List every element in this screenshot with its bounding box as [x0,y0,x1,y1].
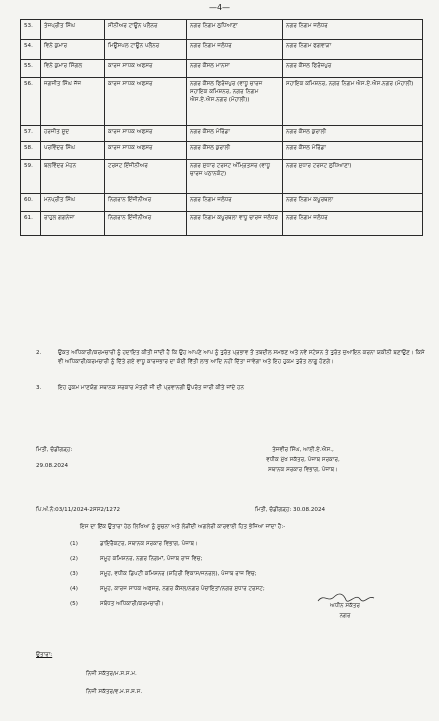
para2-text: ਉਕਤ ਅਧਿਕਾਰੀ/ਕਰਮਚਾਰੀ ਨੂੰ ਹਦਾਇਤ ਕੀਤੀ ਜਾਂਦੀ ਹੈ ਕਿ ਉਹ ਆਪਣੇ ਆਪ ਨੂੰ ਤੁਰੰਤ ਪ੍ਰਭਾਵ ਤੋਂ ਤਬਦੀਲ ਸਮਝਣ ਅਤੇ ਨਵੇਂ ਸਟੇਸ਼ਨ ਤੇ ਤੁਰੰਤ ਜੁਆਇਨ ਕਰਨਾ ਯਕੀਨੀ ਬਣਾਉਣ। ਕਿਸੇ ਵੀ ਅਧਿਕਾਰੀ/ਕਰਮਚਾਰੀ ਨੂੰ ਦਿੱਤੇ ਗਏ ਵਾਧੂ ਕਾਰਜਭਾਰ ਦਾ ਕੋਈ ਵਿੱਤੀ ਲਾਭ ਆਦਿ ਨਹੀਂ ਦਿੱਤਾ ਜਾਵੇਗਾ ਅਤੇ ਇਹ ਹੁਕਮ ਤੁਰੰਤ ਲਾਗੂ ਹੋਣਗੇ। [58,350,425,365]
cell-no: 58. [21,142,41,160]
cell-name: ਵਿਨੇ ਕੁਮਾਰ [41,40,105,60]
cell-no: 54. [21,40,41,60]
cell-name: ਹਰਜੀਤ ਸੂਦ [41,126,105,142]
table-row [21,60,423,78]
copy-list-text: ਸਮੂਹ ਕਮਿਸ਼ਨਰ, ਨਗਰ ਨਿਗਮਾਂ, ਪੰਜਾਬ ਰਾਜ ਵਿਚ; [100,556,203,562]
cell-post: ਟਰਸਟ ਇੰਜੀਨੀਅਰ [105,160,187,194]
table-row [21,142,423,160]
cell-post: ਮਿਊਂਸਪਲ ਟਾਊਨ ਪਲੈਨਰ [105,40,187,60]
copy-to-label: ਉਤਾਰਾ: [36,652,53,658]
copy-list-number: (2) [70,556,78,562]
copy-to-item: ਨਿਜੀ ਸਕੱਤਰ/ਮ.ਸ.ਸ.ਮ. [86,671,137,677]
endorsement-date: ਮਿਤੀ, ਚੰਡੀਗੜ੍ਹ: 30.08.2024 [255,507,326,513]
cell-from: ਨਗਰ ਨਿਗਮ ਕਪੂਰਥਲਾ ਵਾਧੂ ਚਾਰਜ ਜਲੰਧਰ [187,212,283,236]
cell-from: ਨਗਰ ਕੌਂਸਲ ਮੋਰਿੰਡਾ [187,126,283,142]
table-row [21,40,423,60]
table-row [21,212,423,236]
table-row [21,160,423,194]
copy-list-text: ਸਮੂਹ, ਕਾਰਜ ਸਾਧਕ ਅਫਸਰ, ਨਗਰ ਕੌਂਸਲ/ਨਗਰ ਪੰਚਾਇਤਾਂ/ਨਗਰ ਸੁਧਾਰ ਟਰਸਟ; [100,586,265,592]
cell-name: ਬਲਵਿੰਦਰ ਮੋਹਨ [41,160,105,194]
cell-post: ਕਾਰਜ ਸਾਧਕ ਅਫਸਰ [105,78,187,126]
table-row [21,78,423,126]
copy-list-number: (4) [70,586,78,592]
issue-date: 29.08.2024 [36,463,69,469]
under-secretary-title: ਅਧੀਨ ਸਕੱਤਰ [330,603,360,609]
copy-intro: ਇਸ ਦਾ ਇੱਕ ਉਤਾਰਾ ਹੇਠ ਲਿਖਿਆ ਨੂੰ ਸੂਚਨਾ ਅਤੇ ਲੋੜੀਂਦੀ ਅਗਲੇਰੀ ਕਾਰਵਾਈ ਹਿਤ ਭੇਜਿਆ ਜਾਂਦਾ ਹੈ:- [80,524,286,530]
cell-from: ਨਗਰ ਨਿਗਮ ਜਲੰਧਰ [187,194,283,212]
cell-name: ਜਗਜੀਤ ਸਿੰਘ ਜੱਜ [41,78,105,126]
cell-from: ਨਗਰ ਨਿਗਮ ਜਲੰਧਰ [187,40,283,60]
copy-to-item: ਨਿਜੀ ਸਕੱਤਰ/ਵ.ਮ.ਸ.ਸ.ਸ. [86,689,143,695]
table-row [21,126,423,142]
cell-no: 55. [21,60,41,78]
cell-post: ਨਿਗਰਾਨ ਇੰਜੀਨੀਅਰ [105,194,187,212]
page-number: —4— [208,3,231,12]
cell-to: ਨਗਰ ਨਿਗਮ ਫਗਵਾੜਾ [283,40,423,60]
para3-number: 3. [36,385,42,391]
cell-name: ਪਰਵਿੰਦਰ ਸਿੰਘ [41,142,105,160]
copy-list-number: (5) [70,601,78,607]
cell-from: ਨਗਰ ਕੌਂਸਲ ਮਾਨਸਾ [187,60,283,78]
cell-to: ਨਗਰ ਨਿਗਮ ਜਲੰਧਰ [283,20,423,40]
cell-no: 61. [21,212,41,236]
cell-no: 59. [21,160,41,194]
cell-name: ਵਿਨੇ ਕੁਮਾਰ ਸਿੰਗਲ [41,60,105,78]
cell-from: ਨਗਰ ਨਿਗਮ ਲੁਧਿਆਣਾ [187,20,283,40]
transfer-table [20,19,423,236]
cell-from: ਨਗਰ ਸੁਧਾਰ ਟਰਸਟ ਅੰਮ੍ਰਿਤਸਰ (ਵਾਧੂ ਚਾਰਜ ਪਠਾਨਕੋਟ) [187,160,283,194]
copy-list-number: (3) [70,571,78,577]
para2-number: 2. [36,350,42,356]
signatory-title: ਵਧੀਕ ਮੁੱਖ ਸਕੱਤਰ, ਪੰਜਾਬ ਸਰਕਾਰ, [266,457,340,463]
para3-text: ਇਹ ਹੁਕਮ ਮਾਣਯੋਗ ਸਥਾਨਕ ਸਰਕਾਰ ਮੰਤਰੀ ਜੀ ਦੀ ਪ੍ਰਵਾਨਗੀ ਉਪਰੰਤ ਜਾਰੀ ਕੀਤੇ ਜਾਂਦੇ ਹਨ [58,385,244,391]
cell-post: ਕਾਰਜ ਸਾਧਕ ਅਫਸਰ [105,142,187,160]
cell-post: ਕਾਰਜ ਸਾਧਕ ਅਫਸਰ [105,126,187,142]
cell-no: 60. [21,194,41,212]
cell-no: 56. [21,78,41,126]
signatory-dept: ਸਥਾਨਕ ਸਰਕਾਰ ਵਿਭਾਗ, ਪੰਜਾਬ। [268,467,338,473]
cell-post: ਸੀਨੀਅਰ ਟਾਊਨ ਪਲੈਨਰ [105,20,187,40]
cell-name: ਤੇਜਪ੍ਰੀਤ ਸਿੰਘ [41,20,105,40]
cell-name: ਰਾਹੁਲ ਗਗਨੇਜਾ [41,212,105,236]
copy-list-text: ਡਾਇਰੈਕਟਰ, ਸਥਾਨਕ ਸਰਕਾਰ ਵਿਭਾਗ, ਪੰਜਾਬ। [100,541,198,547]
under-secretary-sub: ਨਗਰ [339,613,351,619]
cell-post: ਨਿਗਰਾਨ ਇੰਜੀਨੀਅਰ [105,212,187,236]
cell-to: ਸਹਾਇਕ ਕਮਿਸ਼ਨਰ, ਨਗਰ ਨਿਗਮ ਐਸ.ਏ.ਐਸ.ਨਗਰ (ਮੋਹਾਲੀ) [283,78,423,126]
endorsement-number: ਪਿ.ਅੰ.ਨੰ:03/11/2024-2ਸਸ2/1272 [36,507,121,513]
cell-to: ਨਗਰ ਸੁਧਾਰ ਟਰਸਟ ਲੁਧਿਆਣਾ) [283,160,423,194]
cell-to: ਨਗਰ ਕੌਂਸਲ ਫਿਰੋਜ਼ਪੁਰ [283,60,423,78]
cell-no: 53. [21,20,41,40]
cell-from: ਨਗਰ ਕੌਂਸਲ ਫਿਰੋਜ਼ਪੁਰ (ਵਾਧੂ ਚਾਰਜ ਸਹਾਇਕ ਕਮਿਸ਼ਨਰ, ਨਗਰ ਨਿਗਮ ਐਸ.ਏ.ਐਸ.ਨਗਰ (ਮੋਹਾਲੀ)) [187,78,283,126]
cell-to: ਨਗਰ ਨਿਗਮ ਜਲੰਧਰ [283,212,423,236]
cell-post: ਕਾਰਜ ਸਾਧਕ ਅਫਸਰ [105,60,187,78]
cell-no: 57. [21,126,41,142]
cell-from: ਨਗਰ ਕੌਂਸਲ ਕੁਰਾਲੀ [187,142,283,160]
copy-list-text: ਸਮੂਹ, ਵਧੀਕ ਡਿਪਟੀ ਕਮਿਸ਼ਨਰ (ਸ਼ਹਿਰੀ ਵਿਕਾਸ/ਜਨਰਲ), ਪੰਜਾਬ ਰਾਜ ਵਿਚ; [100,571,257,577]
copy-list-text: ਸਬੰਧਤ ਅਧਿਕਾਰੀ/ਕਰਮਚਾਰੀ। [100,601,164,607]
copy-list-number: (1) [70,541,78,547]
place-date-label: ਮਿਤੀ, ਚੰਡੀਗੜ੍ਹ: [36,447,73,453]
table-row [21,20,423,40]
cell-to: ਨਗਰ ਕੌਂਸਲ ਕੁਰਾਲੀ [283,126,423,142]
cell-name: ਮਨਪ੍ਰੀਤ ਸਿੰਘ [41,194,105,212]
cell-to: ਨਗਰ ਕੌਂਸਲ ਮੋਰਿੰਡਾ [283,142,423,160]
cell-to: ਨਗਰ ਨਿਗਮ ਕਪੂਰਥਲਾ [283,194,423,212]
signatory-name: ਤੇਜਵੀਰ ਸਿੰਘ, ਆਈ.ਏ.ਐਸ., [272,447,334,453]
table-row [21,194,423,212]
